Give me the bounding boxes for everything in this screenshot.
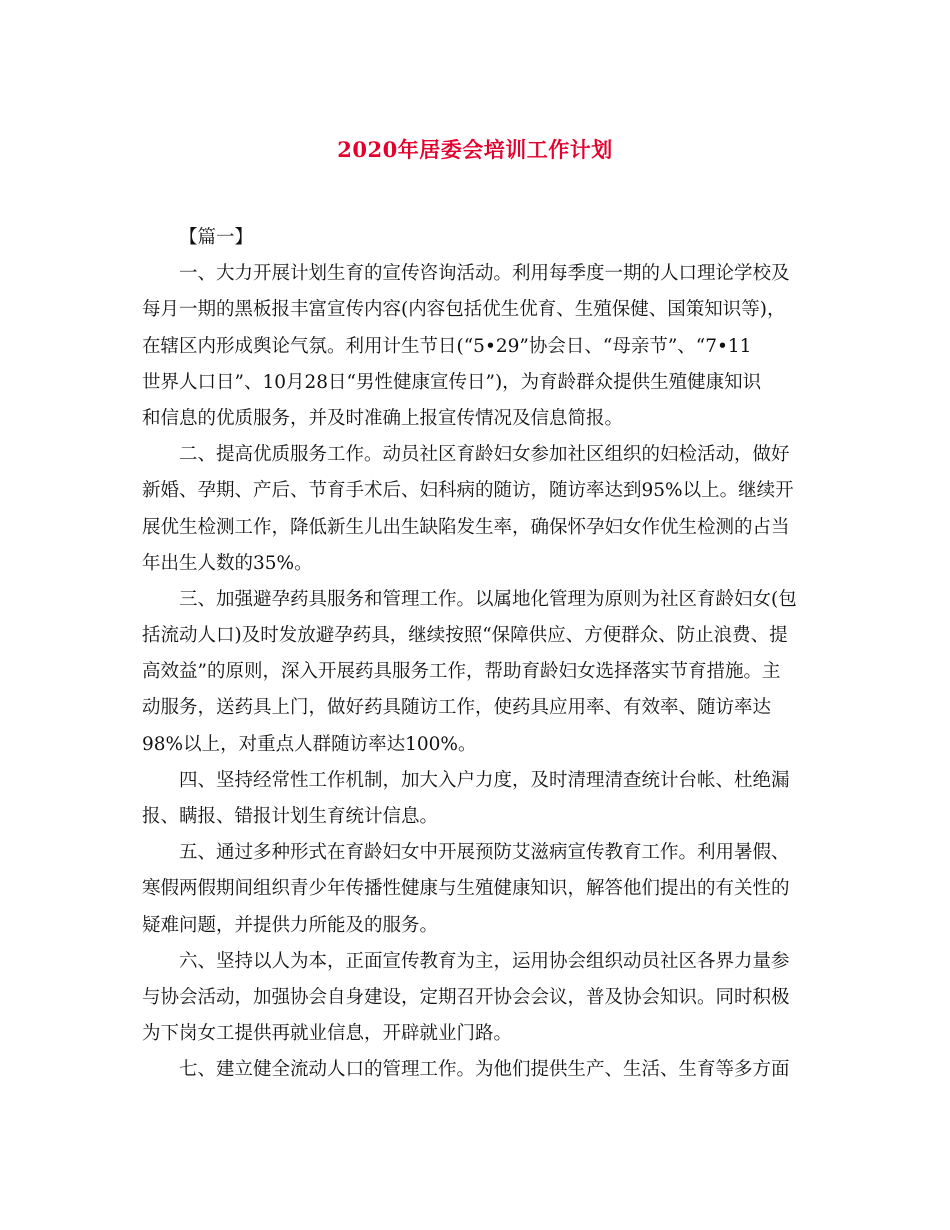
- paragraph-5-line-3: 疑难问题，并提供力所能及的服务。: [142, 914, 439, 936]
- section-heading: 【篇一】: [179, 227, 254, 248]
- paragraph-1-line-3: 在辖区内形成舆论气氛。利用计生节日(“5•29”协会日、“母亲节”、“7•11: [142, 335, 752, 357]
- paragraph-2-line-2: 新婚、孕期、产后、节育手术后、妇科病的随访，随访率达到95%以上。继续开: [142, 480, 794, 502]
- paragraph-2-line-4: 年出生人数的35%。: [142, 552, 313, 574]
- paragraph-6-line-2: 与协会活动，加强协会自身建设，定期召开协会会议，普及协会知识。同时积极: [142, 986, 790, 1008]
- paragraph-6-line-1: 六、坚持以人为本，正面宣传教育为主，运用协会组织动员社区各界力量参: [179, 950, 790, 972]
- paragraph-3-line-5: 98%以上，对重点人群随访率达100%。: [142, 733, 477, 755]
- paragraph-2-line-1: 二、提高优质服务工作。动员社区育龄妇女参加社区组织的妇检活动，做好: [179, 444, 790, 466]
- paragraph-1-line-5: 和信息的优质服务，并及时准确上报宣传情况及信息简报。: [142, 407, 624, 429]
- document-body: [142, 220, 812, 1089]
- paragraph-5-line-2: 寒假两假期间组织青少年传播性健康与生殖健康知识，解答他们提出的有关性的: [142, 878, 790, 900]
- paragraph-3-line-4: 动服务，送药具上门，做好药具随访工作，使药具应用率、有效率、随访率达: [142, 697, 772, 719]
- paragraph-2-line-3: 展优生检测工作，降低新生儿出生缺陷发生率，确保怀孕妇女作优生检测的占当: [142, 516, 790, 538]
- paragraph-6-line-3: 为下岗女工提供再就业信息，开辟就业门路。: [142, 1023, 513, 1045]
- paragraph-7-line-1: 七、建立健全流动人口的管理工作。为他们提供生产、生活、生育等多方面: [179, 1059, 790, 1081]
- paragraph-3-line-3: 高效益”的原则，深入开展药具服务工作，帮助育龄妇女选择落实节育措施。主: [142, 661, 781, 683]
- paragraph-1-line-4: 世界人口日”、10月28日“男性健康宣传日”)，为育龄群众提供生殖健康知识: [142, 371, 762, 393]
- paragraph-5-line-1: 五、通过多种形式在育龄妇女中开展预防艾滋病宣传教育工作。利用暑假、: [179, 842, 790, 864]
- page-title: 2020年居委会培训工作计划: [337, 137, 613, 162]
- paragraph-4-line-1: 四、坚持经常性工作机制，加大入户力度，及时清理清查统计台帐、杜绝漏: [179, 769, 790, 791]
- paragraph-3-line-1: 三、加强避孕药具服务和管理工作。以属地化管理为原则为社区育龄妇女(包: [179, 588, 797, 610]
- paragraph-1-line-2: 每月一期的黑板报丰富宣传内容(内容包括优生优育、生殖保健、国策知识等)，: [142, 299, 786, 321]
- paragraph-4-line-2: 报、瞒报、错报计划生育统计信息。: [142, 806, 439, 827]
- paragraph-3-line-2: 括流动人口)及时发放避孕药具，继续按照“保障供应、方便群众、防止浪费、提: [142, 625, 788, 647]
- paragraph-1-line-1: 一、大力开展计划生育的宣传咨询活动。利用每季度一期的人口理论学校及: [179, 263, 790, 285]
